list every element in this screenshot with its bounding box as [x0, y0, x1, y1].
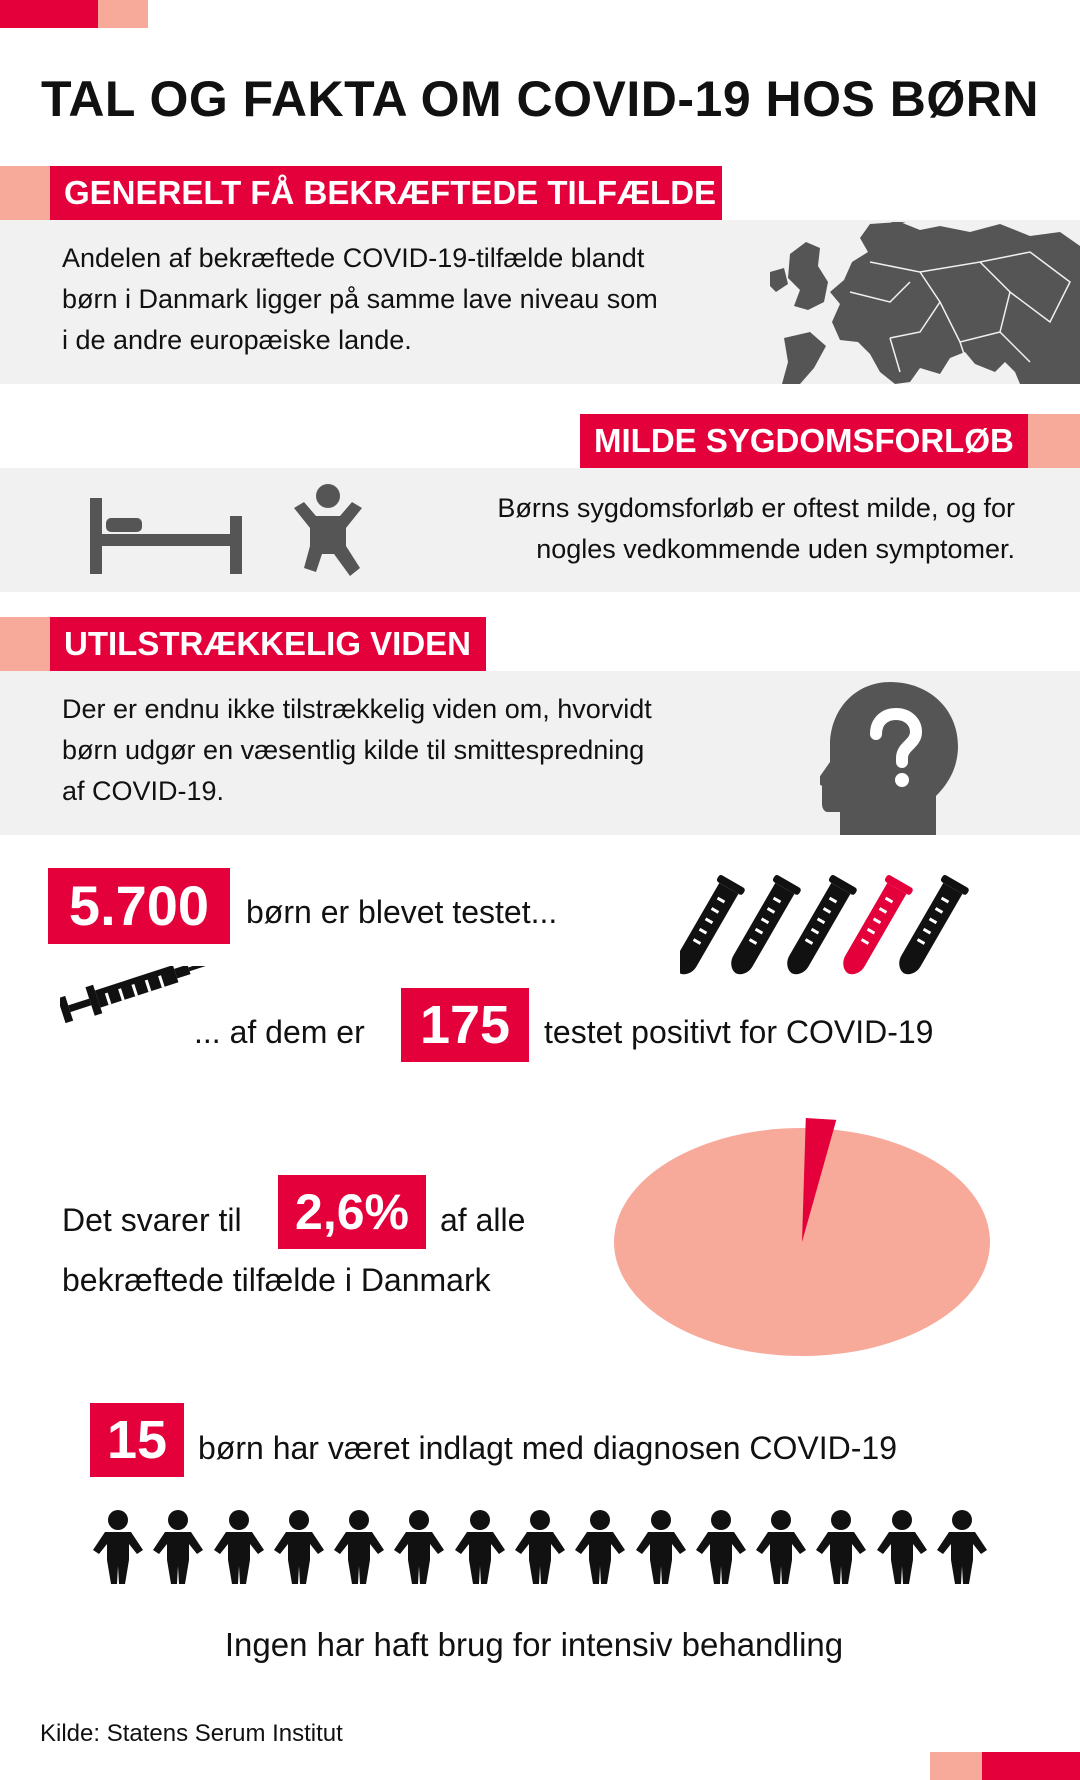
- text-line: i de andre europæiske lande.: [62, 325, 412, 355]
- share-number: 2,6%: [278, 1175, 426, 1249]
- text-line: Der er endnu ikke tilstrækkelig viden om, hvorvidt: [62, 694, 652, 724]
- section-accent: [0, 166, 50, 220]
- child-icon: [153, 1510, 203, 1584]
- section-accent: [0, 617, 50, 671]
- positive-prefix: ... af dem er: [194, 1014, 365, 1050]
- text-line: af COVID-19.: [62, 776, 225, 806]
- child-icon: [394, 1510, 444, 1584]
- positive-text: testet positivt for COVID-19: [544, 1014, 934, 1050]
- child-icon: [816, 1510, 866, 1584]
- child-icon: [455, 1510, 505, 1584]
- child-icon: [636, 1510, 686, 1584]
- section-text-general: [62, 238, 762, 361]
- child-icon: [214, 1510, 264, 1584]
- text-line: Børns sygdomsforløb er oftest milde, og for: [497, 493, 1015, 523]
- section-text-knowledge: [62, 689, 762, 812]
- share-pie-chart: [612, 1112, 992, 1356]
- tested-text: børn er blevet testet...: [246, 894, 558, 930]
- text-line: nogles vedkommende uden symptomer.: [536, 534, 1015, 564]
- share-prefix: Det svarer til: [62, 1202, 242, 1238]
- child-icon: [756, 1510, 806, 1584]
- child-icon: [515, 1510, 565, 1584]
- corner-accent-pink: [98, 0, 148, 28]
- tested-number: 5.700: [48, 868, 230, 944]
- test-tubes: [680, 874, 980, 980]
- corner-accent-red-bottom: [982, 1752, 1080, 1780]
- hospitalized-number: 15: [90, 1403, 184, 1477]
- child-icon: [93, 1510, 143, 1584]
- child-icon: [696, 1510, 746, 1584]
- intensive-text: Ingen har haft brug for intensiv behandling: [224, 1626, 844, 1663]
- section-text-mild: [400, 488, 1015, 570]
- page-title: TAL OG FAKTA OM COVID-19 HOS BØRN: [40, 71, 1040, 127]
- child-icon: [274, 1510, 324, 1584]
- child-icon: [877, 1510, 927, 1584]
- share-line2: bekræftede tilfælde i Danmark: [62, 1262, 491, 1298]
- child-jumping-icon: [290, 484, 366, 580]
- section-label-knowledge: UTILSTRÆKKELIG VIDEN: [50, 617, 486, 671]
- head-question-icon: [820, 682, 960, 835]
- positive-number: 175: [401, 988, 529, 1062]
- child-icon: [334, 1510, 384, 1584]
- europe-map-icon: [770, 222, 1080, 384]
- share-suffix: af alle: [440, 1202, 526, 1238]
- children-row: [88, 1510, 992, 1584]
- section-accent: [1028, 414, 1080, 468]
- corner-accent-pink-bottom: [930, 1752, 982, 1780]
- section-label-general: GENERELT FÅ BEKRÆFTEDE TILFÆLDE: [50, 166, 722, 220]
- child-icon: [575, 1510, 625, 1584]
- text-line: børn i Danmark ligger på samme lave niveau som: [62, 284, 658, 314]
- text-line: børn udgør en væsentlig kilde til smittespredning: [62, 735, 645, 765]
- corner-accent-red: [0, 0, 98, 28]
- text-line: Andelen af bekræftede COVID-19-tilfælde blandt: [62, 243, 645, 273]
- hospitalized-text: børn har været indlagt med diagnosen COVID-19: [198, 1430, 898, 1466]
- source-text: Kilde: Statens Serum Institut: [40, 1720, 343, 1747]
- child-icon: [937, 1510, 987, 1584]
- section-label-mild: MILDE SYGDOMSFORLØB: [580, 414, 1028, 468]
- bed-icon: [90, 498, 242, 574]
